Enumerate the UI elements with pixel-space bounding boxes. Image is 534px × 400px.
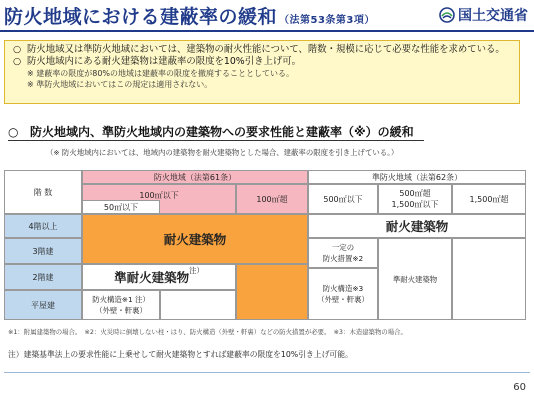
circle-bullet-icon: ○ bbox=[13, 44, 22, 55]
fz-blank-cell bbox=[160, 290, 236, 320]
section-note: （※ 防火地域内においては、地域内の建築物を耐火建築物とした場合、建蔽率の限度を引き上げている。） bbox=[46, 148, 399, 157]
row-label-1f: 平屋建 bbox=[4, 290, 82, 320]
section-underline bbox=[8, 140, 424, 141]
table-footnote: ※1：附属建築物の場合。 ※2：火災時に倒壊しない柱・はり、防火構造（外壁・軒裏）などの防火措置が必要。 ※3：木造建築物の場合。 bbox=[8, 328, 407, 336]
table-note: 注）建築基準法上の要求性能に上乗せして耐火建築物とすれば建蔽率の限度を10%引き上げ可能。 bbox=[8, 350, 353, 359]
circle-bullet-icon: ○ bbox=[8, 125, 19, 139]
ministry-name: 国土交通省 bbox=[458, 8, 528, 24]
row-label-4f: 4階以上 bbox=[4, 214, 82, 238]
floors-header: 階 数 bbox=[4, 170, 82, 214]
quasi-fire-zone-header: 準防火地域（法第62条） bbox=[308, 170, 526, 184]
page-title-subtitle: （法第53条第3項） bbox=[279, 15, 375, 26]
summary-text-2: 防火地域内にある耐火建築物は建蔽率の限度を10%引き上げ可。 bbox=[27, 56, 301, 67]
page-number: 60 bbox=[513, 382, 526, 393]
qz-fireproof-building: 耐火建築物 bbox=[308, 214, 526, 238]
page-title bbox=[4, 2, 375, 29]
qz-col-500-1500: 500㎡超 1,500㎡以下 bbox=[378, 184, 452, 214]
qz-fire-measures: 一定の 防火措置※2 bbox=[308, 238, 378, 268]
summary-note-2: ※ 準防火地域においてはこの規定は適用されない。 bbox=[27, 80, 213, 89]
mlit-logo-icon bbox=[439, 7, 455, 23]
requirements-table bbox=[4, 170, 526, 320]
fz-fire-structure: 防火構造※1 注） （外壁・軒裏） bbox=[82, 290, 160, 320]
row-label-2f: 2階建 bbox=[4, 264, 82, 290]
fz-semi-fireproof-note: 注） bbox=[189, 266, 204, 275]
fz-semi-fireproof-label: 準耐火建築物 bbox=[114, 269, 190, 285]
section-heading-text: 防火地域内、準防火地域内の建築物への要求性能と建蔽率（※）の緩和 bbox=[30, 125, 414, 139]
qz-fire-structure: 防火構造※3 （外壁・軒裏） bbox=[308, 268, 378, 320]
fz-fireproof-building: 耐火建築物 bbox=[82, 214, 308, 264]
summary-text-1: 防火地域又は準防火地域においては、建築物の耐火性能について、階数・規模に応じて必要な性能を求めている。 bbox=[27, 44, 505, 55]
page-title-text: 防火地域における建蔽率の緩和 bbox=[4, 6, 278, 28]
qz-blank-cell bbox=[452, 238, 526, 320]
ministry-logo bbox=[439, 5, 528, 25]
summary-note-1: ※ 建蔽率の限度が80%の地域は建蔽率の限度を撤廃することとしている。 bbox=[27, 69, 295, 78]
footer-divider bbox=[4, 372, 530, 373]
row-label-3f: 3階建 bbox=[4, 238, 82, 264]
circle-bullet-icon: ○ bbox=[13, 56, 22, 67]
qz-semi-fireproof: 準耐火建築物 bbox=[378, 238, 452, 320]
fz-fireproof-large bbox=[236, 264, 308, 320]
summary-line-1 bbox=[13, 44, 511, 56]
fz-semi-fireproof bbox=[82, 264, 236, 290]
qz-col-1500-over: 1,500㎡超 bbox=[452, 184, 526, 214]
summary-line-2 bbox=[13, 56, 511, 68]
section-heading bbox=[8, 123, 414, 140]
fz-col-50-under: 50㎡以下 bbox=[82, 200, 160, 214]
fz-col-100-under: 100㎡以下 bbox=[82, 184, 236, 214]
fire-zone-header: 防火地域（法第61条） bbox=[82, 170, 308, 184]
qz-col-500-under: 500㎡以下 bbox=[308, 184, 378, 214]
summary-box bbox=[4, 40, 520, 104]
header-divider bbox=[0, 30, 534, 32]
page-header bbox=[0, 0, 534, 32]
fz-col-100-over: 100㎡超 bbox=[236, 184, 308, 214]
